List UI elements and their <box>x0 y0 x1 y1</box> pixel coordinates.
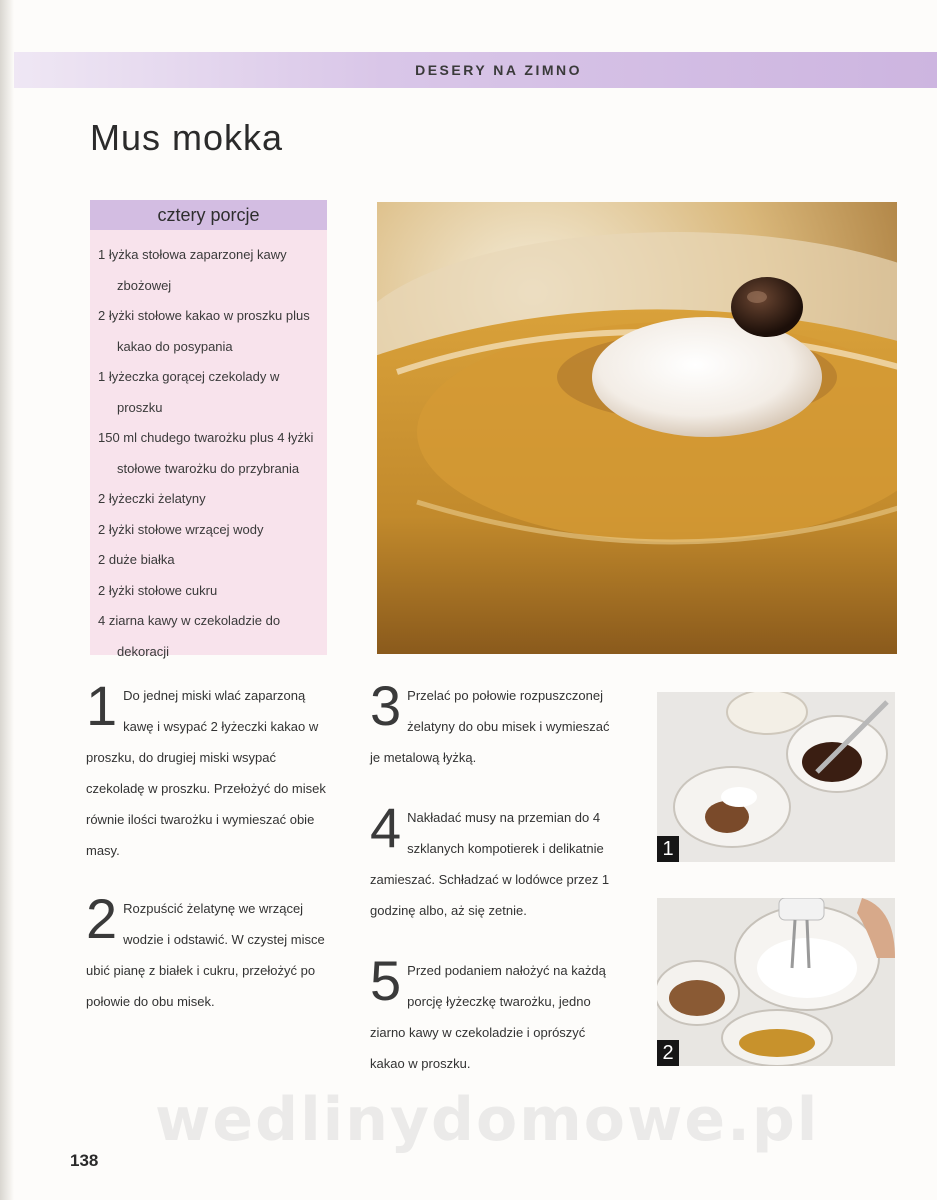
step-photo-1 <box>657 692 895 862</box>
servings-heading: cztery porcje <box>90 200 327 230</box>
mousse-bowl-illustration <box>377 202 897 654</box>
ingredient-item: 150 ml chudego twarożku plus 4 łyżki stołowe twarożku do przybrania <box>98 430 314 476</box>
method-step-3 <box>370 674 620 773</box>
ingredient-item: 4 ziarna kawy w czekoladzie do dekoracji <box>98 613 281 659</box>
watermark: wedlinydomowe.pl <box>155 1085 820 1155</box>
method-step-5 <box>370 949 620 1079</box>
method-step-2 <box>86 887 336 1017</box>
ingredients-box <box>90 200 327 659</box>
ingredient-item: 2 łyżki stołowe cukru <box>98 582 218 598</box>
step-number: 3 <box>370 674 402 737</box>
ingredient-item: 1 łyżeczka gorącej czekolady w proszku <box>98 369 280 415</box>
ingredient-item: 2 duże białka <box>98 552 175 567</box>
step-text: Rozpuścić żelatynę we wrzącej wodzie i odstawić. W czystej misce ubić pianę z białek i cukru, przełożyć po połowie do obu misek. <box>86 901 325 1009</box>
step-photo-label: 2 <box>657 1040 679 1066</box>
ingredient-item: 2 łyżki stołowe kakao w proszku plus kakao do posypania <box>98 308 310 354</box>
method-step-4 <box>370 796 620 926</box>
page-number: 138 <box>70 1151 99 1170</box>
dessert-photo <box>377 202 897 654</box>
step-number: 4 <box>370 796 402 859</box>
step-number: 5 <box>370 949 402 1012</box>
method-step-1 <box>86 674 336 866</box>
ingredient-list <box>90 230 327 667</box>
step-number: 2 <box>86 887 118 950</box>
whisking-illustration <box>657 898 895 1066</box>
bowls-illustration <box>657 692 895 862</box>
ingredient-item: 2 łyżki stołowe wrzącej wody <box>98 521 264 537</box>
step-photo-2 <box>657 898 895 1066</box>
page-spine <box>0 0 14 1200</box>
step-text: Przed podaniem nałożyć na każdą porcję łyżeczkę twarożku, jedno ziarno kawy w czekoladzie i oprószyć kakao w proszku. <box>370 963 606 1071</box>
step-number: 1 <box>86 674 118 737</box>
section-title: DESERY NA ZIMNO <box>415 62 582 78</box>
ingredient-item: 1 łyżka stołowa zaparzonej kawy zbożowej <box>98 247 287 293</box>
ingredient-item: 2 łyżeczki żelatyny <box>98 491 206 506</box>
recipe-title: Mus mokka <box>90 117 284 158</box>
step-text: Do jednej miski wlać zaparzoną kawę i wsypać 2 łyżeczki kakao w proszku, do drugiej miski wsypać czekoladę w proszku. Przełożyć do misek równie ilości twarożku i wymieszać obie masy. <box>86 688 326 858</box>
step-text: Nakładać musy na przemian do 4 szklanych kompotierek i delikatnie zamieszać. Schładzać w lodówce przez 1 godzinę albo, aż się zetnie. <box>370 810 610 918</box>
step-text: Przelać po połowie rozpuszczonej żelatyny do obu misek i wymieszać je metalową łyżką. <box>370 688 610 765</box>
step-photo-label: 1 <box>657 836 679 862</box>
